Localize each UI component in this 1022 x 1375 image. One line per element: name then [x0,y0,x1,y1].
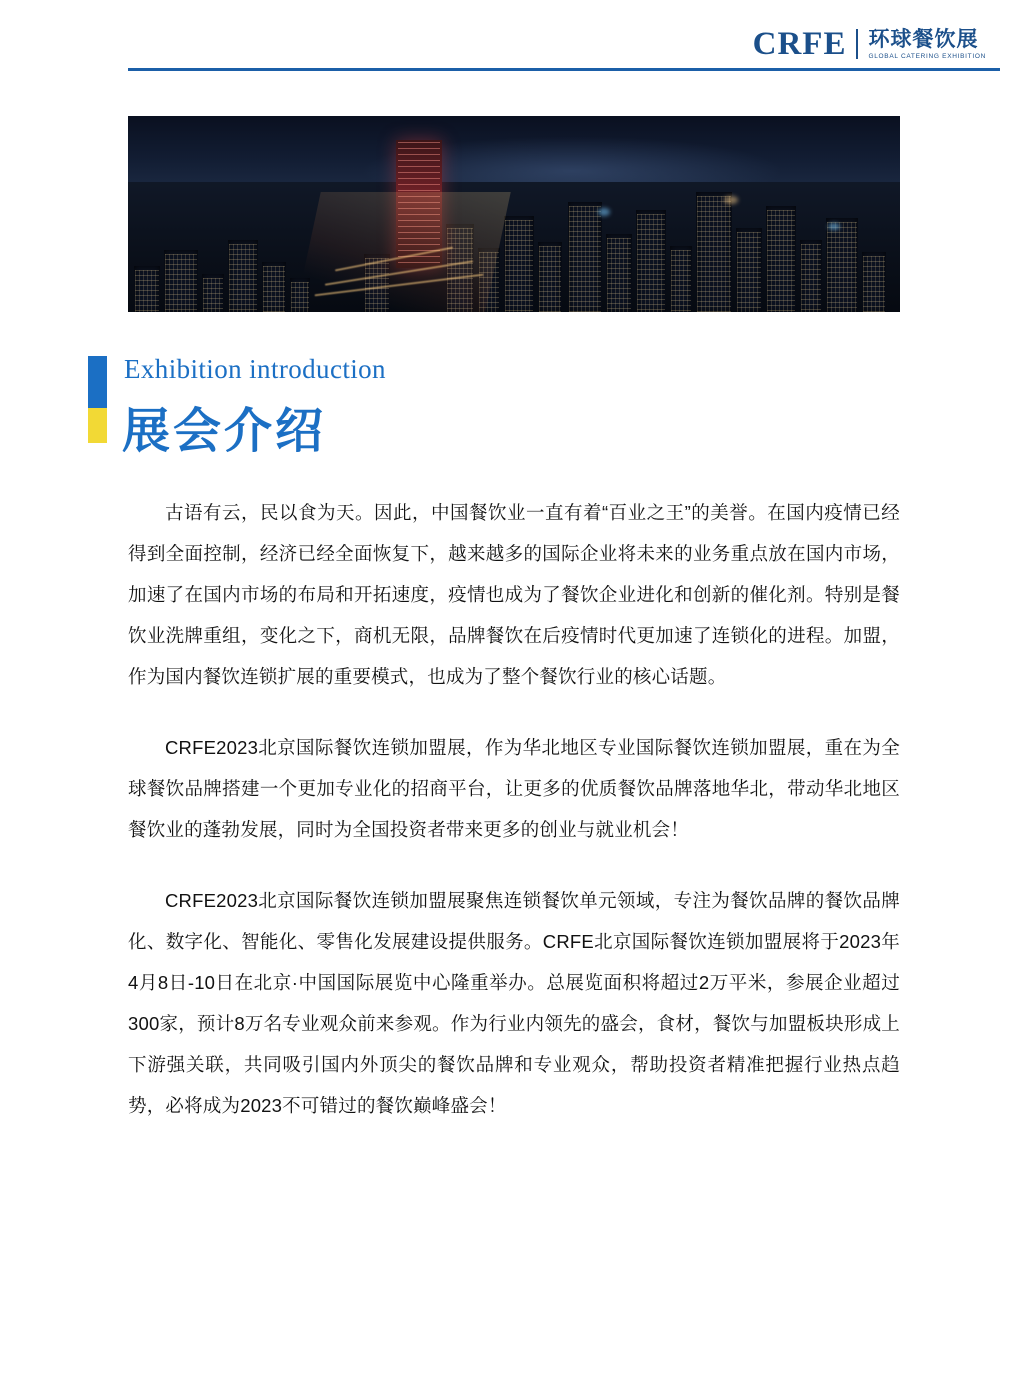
header-divider [128,68,1000,71]
paragraph: 古语有云，民以食为天。因此，中国餐饮业一直有着“百业之王”的美誉。在国内疫情已经得到全面控制，经济已经全面恢复下，越来越多的国际企业将未来的业务重点放在国内市场，加速了在国内市场的布局和开拓速度，疫情也成为了餐饮企业进化和创新的催化剂。特别是餐饮业洗牌重组，变化之下，商机无限，品牌餐饮在后疫情时代更加速了连锁化的进程。加盟，作为国内餐饮连锁扩展的重要模式，也成为了整个餐饮行业的核心话题。 [128,502,900,687]
hero-building [766,206,796,312]
hero-building [228,240,258,312]
hero-building [262,262,286,312]
logo-divider [856,29,858,59]
crfe-logo [753,24,986,64]
hero-light-glow [598,208,610,216]
page-title: 展会介绍 [122,405,327,458]
hero-building [636,210,666,312]
hero-building [606,234,632,312]
hero-light-glow [828,223,840,230]
hero-skyline-image [128,116,900,312]
logo-chinese-subtitle: GLOBAL CATERING EXHIBITION [868,52,986,60]
body-copy [128,492,900,1126]
section-title-block [88,348,788,458]
hero-building [164,250,198,312]
paragraph: CRFE2023北京国际餐饮连锁加盟展，作为华北地区专业国际餐饮连锁加盟展，重在为全球餐饮品牌搭建一个更加专业化的招商平台，让更多的优质餐饮品牌落地华北，带动华北地区餐饮业的蓬勃发展，同时为全国投资者带来更多的创业与就业机会！ [128,737,900,840]
section-title-english: Exhibition introduction [124,354,386,384]
hero-building [800,240,822,312]
logo-chinese-block [868,28,986,59]
hero-building [568,202,602,312]
paragraph: CRFE2023北京国际餐饮连锁加盟展聚焦连锁餐饮单元领域，专注为餐饮品牌的餐饮品牌化、数字化、智能化、零售化发展建设提供服务。CRFE北京国际餐饮连锁加盟展将于2023年4月8日-10日在北京·中国国际展览中心隆重举办。总展览面积将超过2万平米，参展企业超过300家，预计8万名专业观众前来参观。作为行业内领先的盛会，食材，餐饮与加盟板块形成上下游强关联，共同吸引国内外顶尖的餐饮品牌和专业观众，帮助投资者精准把握行业热点趋势，必将成为2023不可错过的餐饮巅峰盛会！ [128,890,900,1116]
page-header [0,0,1022,84]
title-accent-bar-yellow [88,408,107,443]
hero-building [862,252,886,312]
hero-building [202,274,224,312]
hero-building [670,246,692,312]
logo-wordmark: CRFE [752,25,847,62]
hero-building [736,228,762,312]
title-accent-bar-blue [88,356,107,408]
hero-building [134,266,160,312]
logo-chinese-name: 环球餐饮展 [868,28,979,52]
hero-building [504,216,534,312]
hero-building [826,218,858,312]
hero-building [696,192,732,312]
hero-building [538,242,562,312]
hero-light-glow [724,196,738,204]
